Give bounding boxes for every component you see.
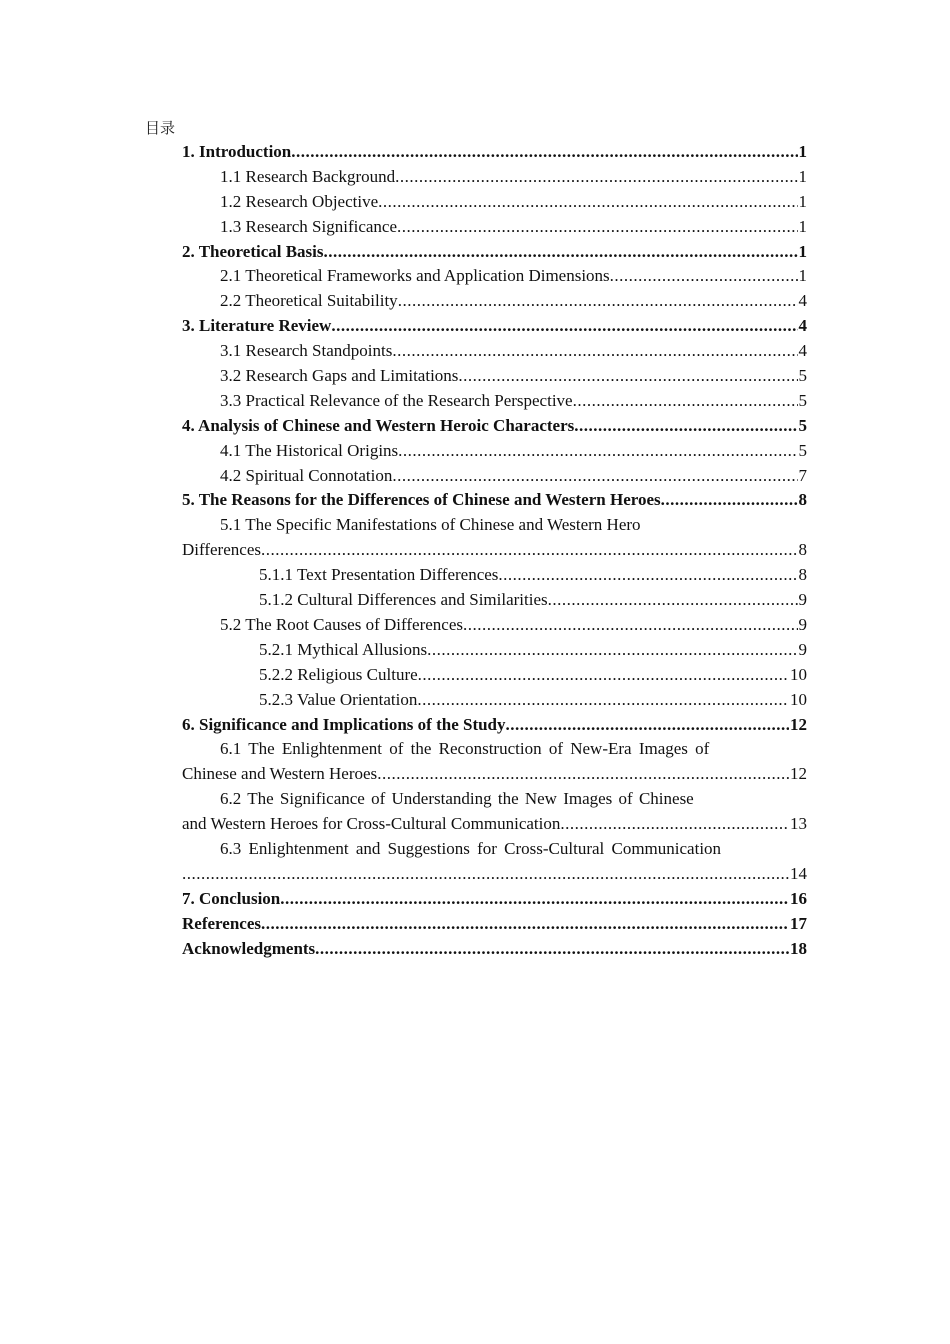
toc-page-number: 5 <box>798 366 807 386</box>
leader-dots <box>378 190 797 215</box>
toc-page-number: 14 <box>790 863 807 883</box>
toc-entry-5-2[interactable] <box>182 613 807 638</box>
toc-entry-5-1-1[interactable] <box>182 563 807 588</box>
leader-dots <box>573 389 798 414</box>
toc-page-number: 1 <box>798 142 807 161</box>
toc-entry-title: Acknowledgments <box>182 938 316 958</box>
leader-dots <box>397 215 797 240</box>
toc-entry-title: 4.2 Spiritual Connotation <box>220 465 393 485</box>
toc-page-number: 10 <box>790 689 807 709</box>
leader-dots <box>280 887 789 912</box>
toc-page-number: 9 <box>798 590 807 610</box>
toc-entry-title: 3.3 Practical Relevance of the Research Perspective <box>220 390 573 410</box>
toc-page-number: 5 <box>798 440 807 460</box>
toc-entry-1-2[interactable] <box>182 190 807 215</box>
toc-entry-title: 5. The Reasons for the Differences of Chinese and Western Heroes <box>182 490 661 510</box>
leader-dots <box>574 414 797 439</box>
leader-dots <box>324 240 798 265</box>
toc-entry-7[interactable] <box>182 887 807 912</box>
toc-entry-1[interactable] <box>182 140 807 165</box>
toc-entry-title: 7. Conclusion <box>182 888 281 908</box>
toc-entry-title: 5.2.1 Mythical Allusions <box>259 639 428 659</box>
toc-entry-title: 1.3 Research Significance <box>220 216 398 236</box>
leader-dots <box>331 314 797 339</box>
toc-page-number: 5 <box>798 415 807 435</box>
leader-dots <box>182 862 789 887</box>
leader-dots <box>418 663 789 688</box>
toc-entry-title: 4. Analysis of Chinese and Western Heroic Characters <box>182 415 575 435</box>
toc-entry-title-line1: 5.1 The Specific Manifestations of Chinese and Western Hero <box>220 515 641 535</box>
toc-entry-2-1[interactable] <box>182 264 807 289</box>
toc-entry-title: 2.1 Theoretical Frameworks and Application Dimensions <box>220 266 610 286</box>
toc-entry-6-2[interactable] <box>182 787 807 837</box>
toc-page-number: 1 <box>798 266 807 286</box>
toc-entry-title-line2: and Western Heroes for Cross-Cultural Communication <box>182 814 561 834</box>
leader-dots <box>498 563 797 588</box>
leader-dots <box>395 165 797 190</box>
toc-entry-6-3[interactable] <box>182 837 807 887</box>
leader-dots <box>610 264 798 289</box>
toc-page-number: 12 <box>790 764 807 784</box>
toc-entry-5-2-2[interactable] <box>182 663 807 688</box>
leader-dots <box>427 638 797 663</box>
leader-dots <box>377 762 789 787</box>
toc-page-number: 17 <box>790 913 807 933</box>
toc-page-number: 8 <box>798 565 807 585</box>
toc-entry-title: 1.2 Research Objective <box>220 191 379 211</box>
toc-entry-title: 5.2.3 Value Orientation <box>259 689 418 709</box>
toc-entry-title: 1. Introduction <box>182 142 292 161</box>
toc-entry-title-line2: Differences <box>182 540 261 560</box>
leader-dots <box>392 464 797 489</box>
toc-entry-title: 1.1 Research Background <box>220 166 396 186</box>
toc-entry-title-line2: Chinese and Western Heroes <box>182 764 378 784</box>
toc-entry-5-1-2[interactable] <box>182 588 807 613</box>
toc-entry-5[interactable] <box>182 488 807 513</box>
toc-entry-2-2[interactable] <box>182 289 807 314</box>
leader-dots <box>261 912 789 937</box>
toc-entry-1-3[interactable] <box>182 215 807 240</box>
leader-dots <box>506 713 789 738</box>
toc-page-number: 4 <box>798 291 807 311</box>
toc-entry-3-2[interactable] <box>182 364 807 389</box>
toc-entry-title: 2. Theoretical Basis <box>182 241 324 261</box>
leader-dots <box>291 140 797 165</box>
leader-dots <box>560 812 789 837</box>
toc-entry-1-1[interactable] <box>182 165 807 190</box>
toc-page-number: 4 <box>798 341 807 361</box>
toc-page-number: 8 <box>798 490 807 510</box>
leader-dots <box>392 339 797 364</box>
toc-entry-4-1[interactable] <box>182 439 807 464</box>
toc-page-number: 1 <box>798 241 807 261</box>
leader-dots <box>315 937 789 962</box>
toc-entry-title: 2.2 Theoretical Suitability <box>220 291 398 311</box>
toc-entry-5-2-3[interactable] <box>182 688 807 713</box>
toc-page-number: 10 <box>790 664 807 684</box>
toc-entry-title: 6. Significance and Implications of the Study <box>182 714 506 734</box>
leader-dots <box>548 588 798 613</box>
toc-entry-5-1[interactable] <box>182 513 807 563</box>
toc-entry-acknowledgments[interactable] <box>182 937 807 962</box>
toc-page-number: 13 <box>790 814 807 834</box>
toc-entry-title-line1: 6.3 Enlightenment and Suggestions for Cross-Cultural Communication <box>220 838 722 858</box>
toc-page-number: 9 <box>798 639 807 659</box>
toc-page-number: 16 <box>790 888 807 908</box>
toc-entry-title: 5.1.1 Text Presentation Differences <box>259 565 499 585</box>
toc-entry-3-1[interactable] <box>182 339 807 364</box>
toc-page-number: 5 <box>798 390 807 410</box>
toc-entry-title: 3.1 Research Standpoints <box>220 341 393 361</box>
toc-entry-6-1[interactable] <box>182 737 807 787</box>
leader-dots <box>458 364 797 389</box>
table-of-contents <box>182 140 807 961</box>
toc-entry-4-2[interactable] <box>182 464 807 489</box>
toc-entry-references[interactable] <box>182 912 807 937</box>
toc-entry-title-line1: 6.1 The Enlightenment of the Reconstruction of New-Era Images of <box>220 739 710 759</box>
toc-entry-2[interactable] <box>182 240 807 265</box>
toc-entry-title: 5.2.2 Religious Culture <box>259 664 418 684</box>
toc-page-number: 7 <box>798 465 807 485</box>
toc-entry-5-2-1[interactable] <box>182 638 807 663</box>
toc-heading: 目录 <box>145 119 176 137</box>
leader-dots <box>398 439 797 464</box>
toc-entry-3[interactable] <box>182 314 807 339</box>
toc-entry-4[interactable] <box>182 414 807 439</box>
leader-dots <box>661 488 798 513</box>
toc-entry-3-3[interactable] <box>182 389 807 414</box>
toc-entry-6[interactable] <box>182 713 807 738</box>
toc-page-number: 1 <box>798 216 807 236</box>
toc-page-number: 1 <box>798 191 807 211</box>
toc-entry-title: 3.2 Research Gaps and Limitations <box>220 366 459 386</box>
leader-dots <box>398 289 798 314</box>
toc-page-number: 4 <box>798 316 807 336</box>
leader-dots <box>463 613 798 638</box>
toc-entry-title: 5.2 The Root Causes of Differences <box>220 614 463 634</box>
toc-page-number: 9 <box>798 614 807 634</box>
toc-entry-title-line1: 6.2 The Significance of Understanding the New Images of Chinese <box>220 789 694 809</box>
toc-page-number: 1 <box>798 166 807 186</box>
leader-dots <box>417 688 789 713</box>
toc-entry-title: 4.1 The Historical Origins <box>220 440 399 460</box>
toc-page-number: 8 <box>798 540 807 560</box>
toc-entry-title: 5.1.2 Cultural Differences and Similarities <box>259 590 548 610</box>
toc-page-number: 18 <box>790 938 807 958</box>
toc-entry-title: References <box>182 913 261 933</box>
toc-entry-title: 3. Literature Review <box>182 316 332 336</box>
toc-page-number: 12 <box>790 714 807 734</box>
leader-dots <box>261 538 798 563</box>
